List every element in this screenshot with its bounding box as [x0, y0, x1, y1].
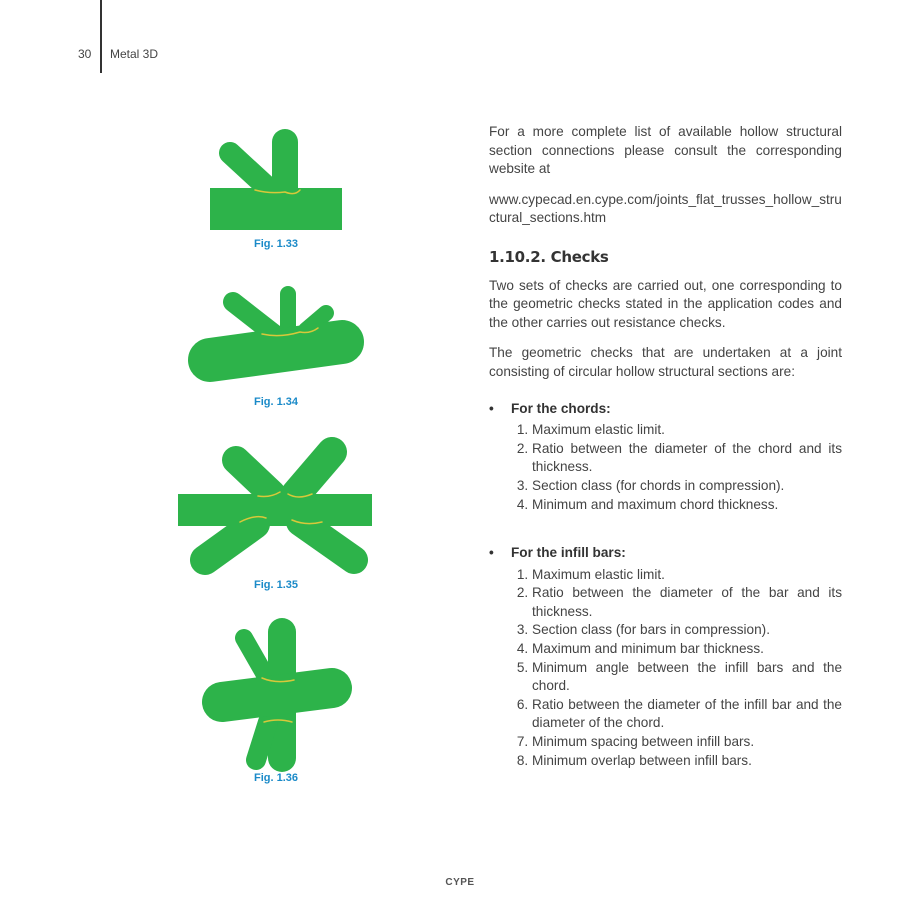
infill-list — [489, 566, 842, 771]
chords-list — [489, 421, 842, 514]
list-item: 2. Ratio between the diameter of the chord and its thickness. — [532, 440, 842, 477]
joint-figure-1-35 — [178, 452, 372, 560]
list-item: 8. Minimum overlap between infill bars. — [532, 752, 842, 771]
joint-figure-1-34 — [210, 294, 342, 360]
figure-caption: Fig. 1.33 — [253, 238, 299, 250]
checks-paragraph: Two sets of checks are carried out, one corresponding to the geometric checks stated in the application codes and the other carries out resistance checks. — [489, 277, 842, 330]
page-number: 30 — [78, 47, 92, 61]
figure-caption: Fig. 1.36 — [253, 772, 299, 784]
joint-figure-1-36 — [222, 632, 332, 760]
list-item: 1. Maximum elastic limit. — [532, 566, 842, 585]
figure-caption: Fig. 1.35 — [253, 579, 299, 591]
list-item: 5. Minimum angle between the infill bars and the chord. — [532, 659, 842, 696]
list-item: 1. Maximum elastic limit. — [532, 421, 842, 440]
list-item: 4. Minimum and maximum chord thickness. — [532, 496, 842, 515]
infill-heading: • For the infill bars: — [489, 544, 842, 563]
running-title: Metal 3D — [110, 47, 159, 61]
list-item: 3. Section class (for bars in compression). — [532, 621, 842, 640]
list-item: 7. Minimum spacing between infill bars. — [532, 733, 842, 752]
footer-brand: CYPE — [445, 877, 475, 888]
joint-figures — [0, 0, 420, 800]
figure-caption: Fig. 1.34 — [253, 396, 299, 408]
chords-heading: • For the chords: — [489, 400, 842, 419]
website-link[interactable]: www.cypecad.en.cype.com/joints_flat_trusses_hollow_structural_sections.htm — [489, 191, 842, 226]
intro-paragraph: For a more complete list of available hollow structural section connections please consult the corresponding website at — [489, 124, 842, 177]
section-heading: 1.10.2. Checks — [489, 247, 609, 266]
main-text-column — [489, 123, 842, 770]
list-item: 6. Ratio between the diameter of the infill bar and the diameter of the chord. — [532, 696, 842, 733]
list-item: 3. Section class (for chords in compression). — [532, 477, 842, 496]
list-item: 2. Ratio between the diameter of the bar and its thickness. — [532, 584, 842, 621]
geometric-paragraph: The geometric checks that are undertaken at a joint consisting of circular hollow structural sections are: — [489, 345, 842, 379]
joint-figure-1-33 — [210, 142, 342, 209]
list-item: 4. Maximum and minimum bar thickness. — [532, 640, 842, 659]
